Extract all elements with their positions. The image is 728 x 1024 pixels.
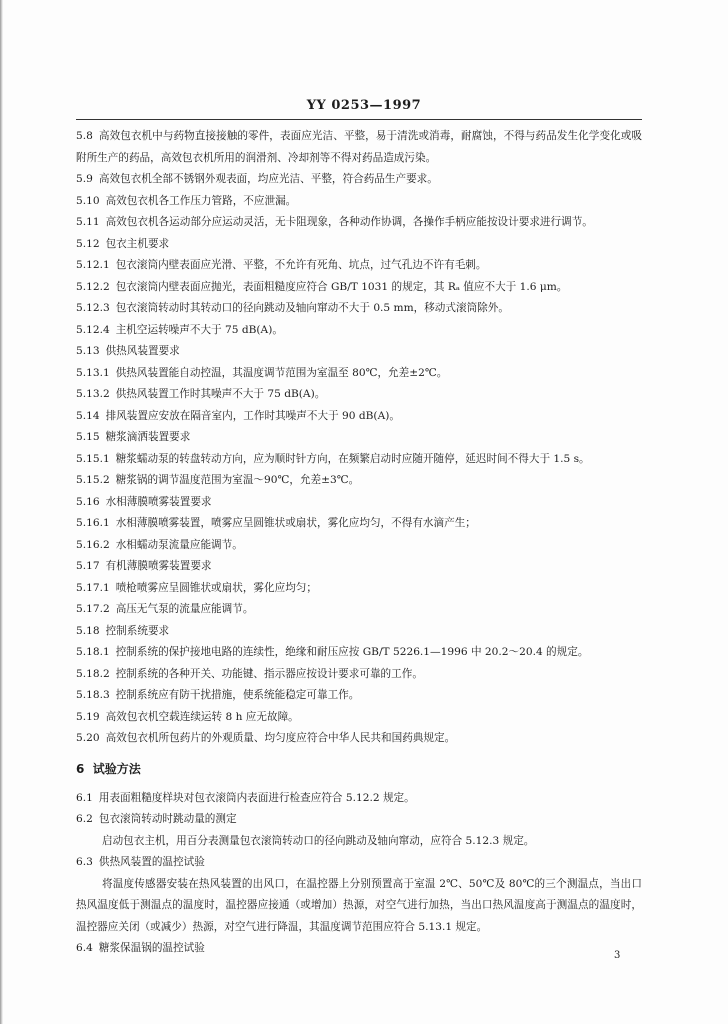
clause-6-4 [76,938,642,960]
clause-text: 将温度传感器安装在热风装置的出风口，在温控器上分别预置高于室温 2℃、50℃及 80℃的三个测温点，当出口热风温度低于测温点的温度时，温控器应接通（或增加）热源，对空气进行加热，当出口热风温度高于测温点的温度时，温控器应关闭（或减少）热源，对空气进行降温，其温度调节范围应符合 5.13.1 规定。 [76,877,642,933]
clause-text: 控制系统的保护接地电路的连续性，绝缘和耐压应按 GB/T 5226.1—1996 中 20.2～20.4 的规定。 [115,646,589,658]
clause-5-11 [76,212,642,234]
clause-number: 5.12.3 [76,302,110,314]
clause-number: 5.16.2 [76,538,110,551]
clause-text: 高效包衣机各工作压力管路，不应泄漏。 [105,194,297,207]
clause-text: 供热风装置工作时其噪声不大于 75 dB(A)。 [115,388,326,400]
scan-edge-shadow [0,0,3,1024]
clause-text: 高效包衣机所包药片的外观质量、均匀度应符合中华人民共和国药典规定。 [105,732,456,744]
clause-5-17 [76,556,642,578]
clause-number: 5.11 [76,216,100,228]
section-title: 试验方法 [92,761,141,776]
clause-text: 糖浆滴洒装置要求 [105,431,191,443]
clause-text: 主机空运转噪声不大于 75 dB(A)。 [115,323,283,336]
header-rule [76,119,642,120]
clause-text: 供热风装置能自动控温，其温度调节范围为室温至 80℃，允差±2℃。 [115,366,448,379]
clause-text: 包衣主机要求 [105,237,170,250]
clause-5-15 [76,427,642,449]
clause-number: 5.18.1 [76,646,110,658]
page-number: 3 [614,950,621,961]
clause-5-18-3 [76,685,642,707]
clause-number: 5.16.1 [76,517,110,529]
clause-6-3 [76,852,642,874]
clause-number: 5.13.2 [76,388,110,400]
clause-number: 5.19 [76,710,100,723]
clause-text: 供热风装置要求 [105,345,180,357]
clause-5-12-4 [76,320,642,342]
clause-number: 5.17.1 [76,581,110,594]
clause-5-20 [76,728,642,750]
clause-text: 用表面粗糙度样块对包衣滚筒内表面进行检查应符合 5.12.2 规定。 [98,791,415,804]
clause-number: 5.8 [76,130,93,142]
clause-number: 5.20 [76,732,100,744]
clause-5-12-3 [76,298,642,320]
clause-5-18-2 [76,664,642,686]
clause-text: 糖浆锅的调节温度范围为室温～90℃，允差±3℃。 [115,474,360,486]
clause-text: 启动包衣主机，用百分表测量包衣滚筒转动口的径向跳动及轴向窜动，应符合 5.12.3 规定。 [102,834,535,847]
clause-text: 控制系统要求 [105,624,170,637]
clause-5-16-1 [76,513,642,535]
clause-5-8 [76,126,642,169]
section-number: 6 [76,761,85,776]
section-heading-6 [76,758,642,780]
clause-5-15-2 [76,470,642,492]
clause-5-12-2 [76,277,642,299]
clause-5-10 [76,191,642,213]
clause-5-17-1 [76,578,642,600]
clause-number: 5.18.3 [76,689,110,701]
clause-6-1 [76,788,642,810]
clause-number: 5.9 [76,173,93,185]
clause-text: 控制系统应有防干扰措施，使系统能稳定可靠工作。 [115,689,360,701]
clause-5-13-2 [76,384,642,406]
clause-5-16 [76,492,642,514]
clause-text: 喷枪喷雾应呈圆锥状或扇状，雾化应均匀； [115,581,317,594]
clause-5-15-1 [76,449,642,471]
clause-5-13-1 [76,363,642,385]
clause-number: 5.12.4 [76,323,110,336]
clause-text: 水相薄膜喷雾装置，喷雾应呈圆锥状或扇状，雾化应均匀，不得有水滴产生； [115,517,476,529]
clause-number: 5.15.1 [76,452,110,465]
clause-number: 6.4 [76,942,93,954]
clause-5-13 [76,341,642,363]
clause-text: 高效包衣机各运动部分应运动灵活，无卡阻现象，各种动作协调，各操作手柄应能按设计要求进行调节。 [105,216,593,228]
clause-text: 高效包衣机全部不锈钢外观表面，均应光洁、平整，符合药品生产要求。 [98,173,438,185]
clause-5-19 [76,707,642,729]
clause-number: 5.15 [76,431,100,443]
clause-text: 包衣滚筒转动时跳动量的测定 [98,813,237,825]
clause-number: 5.15.2 [76,474,110,486]
clause-number: 5.18 [76,624,100,637]
clause-number: 5.17.2 [76,603,110,615]
clause-5-18-1 [76,642,642,664]
clause-6-2-body [76,831,642,853]
clause-number: 5.18.2 [76,667,110,680]
clause-text: 水相薄膜喷雾装置要求 [105,495,212,508]
clause-5-16-2 [76,535,642,557]
clause-text: 糖浆保温锅的温控试验 [98,942,205,954]
document-body [76,126,642,960]
clause-text: 控制系统的各种开关、功能键、指示器应按设计要求可靠的工作。 [115,667,423,680]
clause-text: 高效包衣机空载连续运转 8 h 应无故障。 [105,710,299,723]
clause-text: 高压无气泵的流量应能调节。 [115,603,254,615]
clause-text: 包衣滚筒转动时其转动口的径向跳动及轴向窜动不大于 0.5 mm，移动式滚筒除外。 [115,302,509,314]
clause-6-2 [76,809,642,831]
standard-code-header: YY 0253—1997 [306,98,422,113]
clause-number: 5.16 [76,495,100,508]
clause-text: 有机薄膜喷雾装置要求 [105,560,212,572]
clause-number: 6.1 [76,791,93,804]
clause-number: 5.12 [76,237,100,250]
clause-number: 5.12.2 [76,280,110,293]
clause-text: 包衣滚筒内壁表面应光滑、平整，不允许有死角、坑点，过气孔边不许有毛刺。 [115,259,487,271]
clause-text: 糖浆蠕动泵的转盘转动方向，应为顺时针方向，在频繁启动时应随开随停，延迟时间不得大于 1.5 s。 [115,452,590,465]
clause-5-12-1 [76,255,642,277]
clause-number: 5.13.1 [76,366,110,379]
clause-number: 5.12.1 [76,259,110,271]
clause-text: 水相蠕动泵流量应能调节。 [115,538,243,551]
clause-5-9 [76,169,642,191]
clause-5-17-2 [76,599,642,621]
clause-number: 6.3 [76,856,93,868]
clause-text: 排风装置应安放在隔音室内，工作时其噪声不大于 90 dB(A)。 [105,409,400,422]
clause-number: 5.13 [76,345,100,357]
clause-number: 5.10 [76,194,100,207]
clause-5-18 [76,621,642,643]
clause-5-14 [76,406,642,428]
clause-6-3-body [76,874,642,939]
clause-number: 5.14 [76,409,100,422]
clause-text: 包衣滚筒内壁表面应抛光，表面粗糙度应符合 GB/T 1031 的规定，其 Rₐ 值应不大于 1.6 μm。 [115,280,568,293]
clause-number: 6.2 [76,813,93,825]
clause-text: 高效包衣机中与药物直接接触的零件，表面应光洁、平整，易于清洗或消毒，耐腐蚀，不得与药品发生化学变化或吸附所生产的药品，高效包衣机所用的润滑剂、冷却剂等不得对药品造成污染。 [76,130,642,164]
clause-number: 5.17 [76,560,100,572]
clause-5-12 [76,234,642,256]
clause-text: 供热风装置的温控试验 [98,856,205,868]
